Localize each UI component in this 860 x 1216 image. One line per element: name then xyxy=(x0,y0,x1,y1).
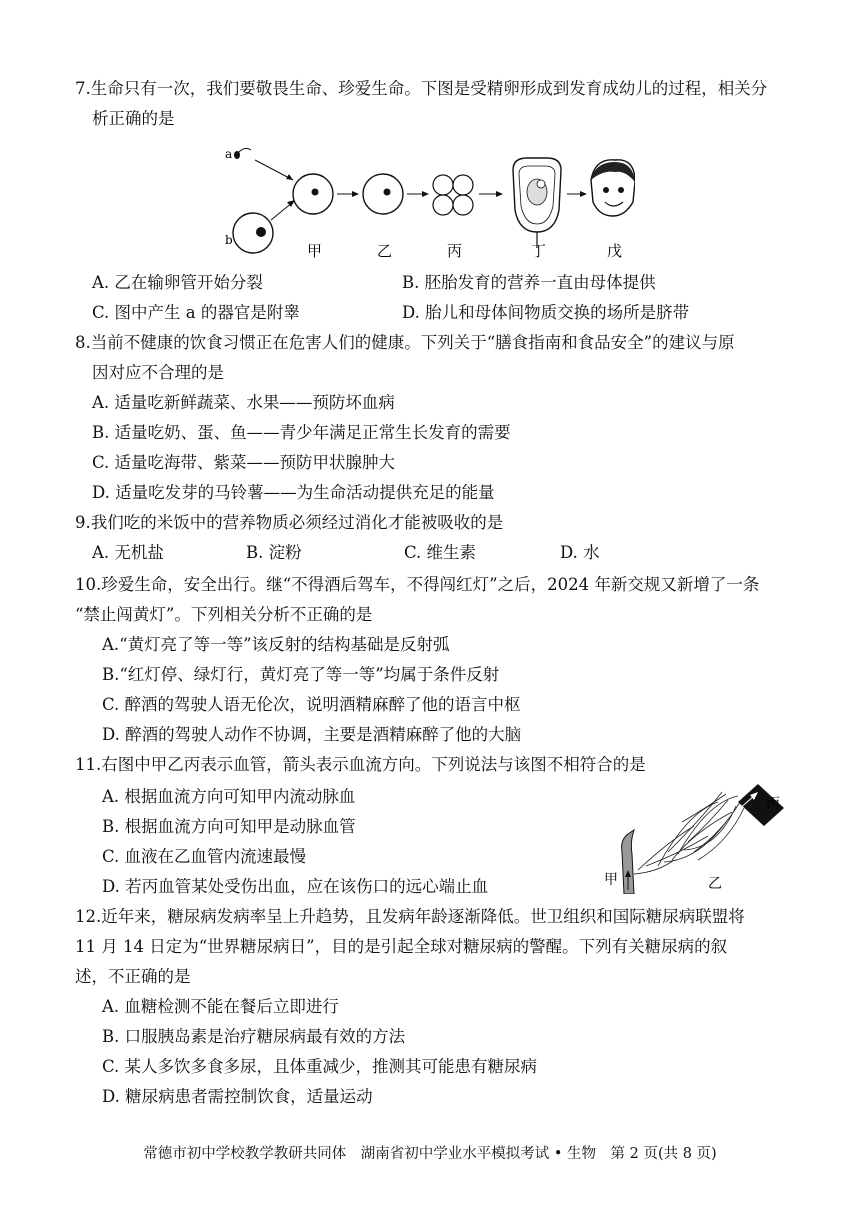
sperm-icon xyxy=(234,148,293,180)
cell-icon xyxy=(363,174,429,214)
label-wu: 戊 xyxy=(607,242,623,260)
label-jia: 甲 xyxy=(307,242,323,260)
egg-cell-icon xyxy=(233,200,295,253)
q10-option-b: B.“红灯停、绿灯行，黄灯亮了等一等”均属于条件反射 xyxy=(102,665,500,684)
q8-option-d: D. 适量吃发芽的马铃薯——为生命活动提供充足的能量 xyxy=(92,483,495,502)
q7-option-b: B. 胚胎发育的营养一直由母体提供 xyxy=(402,273,656,292)
label-yi: 乙 xyxy=(377,242,393,260)
q10-option-c: C. 醉酒的驾驶人语无伦次，说明酒精麻醉了他的语言中枢 xyxy=(102,695,521,714)
q9-option-a: A. 无机盐 xyxy=(92,543,164,562)
zygote-icon xyxy=(293,174,359,214)
q7-option-a: A. 乙在输卵管开始分裂 xyxy=(92,273,263,292)
q11-stem: 11.右图中甲乙丙表示血管，箭头表示血流方向。下列说法与该图不相符合的是 xyxy=(75,755,646,774)
q7-stem-line2: 析正确的是 xyxy=(92,109,175,128)
q8-option-c: C. 适量吃海带、紫菜——预防甲状腺肿大 xyxy=(92,453,396,472)
q12-stem-line1: 12.近年来，糖尿病发病率呈上升趋势，且发病年龄逐渐降低。世卫组织和国际糖尿病联盟将 xyxy=(75,907,745,926)
child-icon xyxy=(591,160,635,216)
q9-option-d: D. 水 xyxy=(560,543,600,562)
q12-option-c: C. 某人多饮多食多尿，且体重减少，推测其可能患有糖尿病 xyxy=(102,1057,538,1076)
q10-option-d: D. 醉酒的驾驶人动作不协调，主要是酒精麻醉了他的大脑 xyxy=(102,725,522,744)
q9-option-b: B. 淀粉 xyxy=(246,543,302,562)
q9-option-c: C. 维生素 xyxy=(404,543,477,562)
q8-option-a: A. 适量吃新鲜蔬菜、水果——预防坏血病 xyxy=(92,393,395,412)
page-footer: 常德市初中学校教学教研共同体 湖南省初中学业水平模拟考试 • 生物 第 2 页(共 8 页) xyxy=(143,1146,717,1162)
q10-stem-line2: “禁止闯黄灯”。下列相关分析不正确的是 xyxy=(75,605,373,624)
q12-stem-line2: 11 月 14 日定为“世界糖尿病日”，目的是引起全球对糖尿病的警醒。下列有关糖尿病的叙 xyxy=(75,937,728,956)
q11-option-a: A. 根据血流方向可知甲内流动脉血 xyxy=(102,787,356,806)
label-jia: 甲 xyxy=(604,872,618,888)
label-ding: 丁 xyxy=(531,242,547,260)
label-bing: 丙 xyxy=(766,796,780,812)
q7-option-d: D. 胎儿和母体间物质交换的场所是脐带 xyxy=(402,303,690,322)
q7-development-figure xyxy=(215,140,635,265)
q11-option-b: B. 根据血流方向可知甲是动脉血管 xyxy=(102,817,356,836)
q12-stem-line3: 述，不正确的是 xyxy=(75,967,191,986)
q8-stem-line2: 因对应不合理的是 xyxy=(92,363,224,382)
label-bing: 丙 xyxy=(447,242,463,260)
cell-cluster-icon xyxy=(433,175,503,215)
q10-option-a: A.“黄灯亮了等一等”该反射的结构基础是反射弧 xyxy=(102,635,450,654)
q8-stem-line1: 8.当前不健康的饮食习惯正在危害人们的健康。下列关于“膳食指南和食品安全”的建议与原 xyxy=(75,333,735,352)
fetus-uterus-icon xyxy=(513,158,587,248)
q11-option-d: D. 若丙血管某处受伤出血，应在该伤口的远心端止血 xyxy=(102,877,489,896)
q7-stem-line1: 7.生命只有一次，我们要敬畏生命、珍爱生命。下图是受精卵形成到发育成幼儿的过程，相关分 xyxy=(75,79,768,98)
q11-blood-vessel-figure xyxy=(598,782,788,894)
q12-option-d: D. 糖尿病患者需控制饮食，适量运动 xyxy=(102,1087,373,1106)
q11-option-c: C. 血液在乙血管内流速最慢 xyxy=(102,847,307,866)
label-a: a xyxy=(225,147,233,161)
q12-option-a: A. 血糖检测不能在餐后立即进行 xyxy=(102,997,339,1016)
q7-option-c: C. 图中产生 a 的器官是附睾 xyxy=(92,303,300,322)
label-yi: 乙 xyxy=(708,876,722,892)
q10-stem-line1: 10.珍爱生命，安全出行。继“不得酒后驾车，不得闯红灯”之后，2024 年新交规又新增了一条 xyxy=(75,575,760,594)
q12-option-b: B. 口服胰岛素是治疗糖尿病最有效的方法 xyxy=(102,1027,406,1046)
q8-option-b: B. 适量吃奶、蛋、鱼——青少年满足正常生长发育的需要 xyxy=(92,423,511,442)
q9-stem: 9.我们吃的米饭中的营养物质必须经过消化才能被吸收的是 xyxy=(75,513,504,532)
label-b: b xyxy=(225,233,233,247)
